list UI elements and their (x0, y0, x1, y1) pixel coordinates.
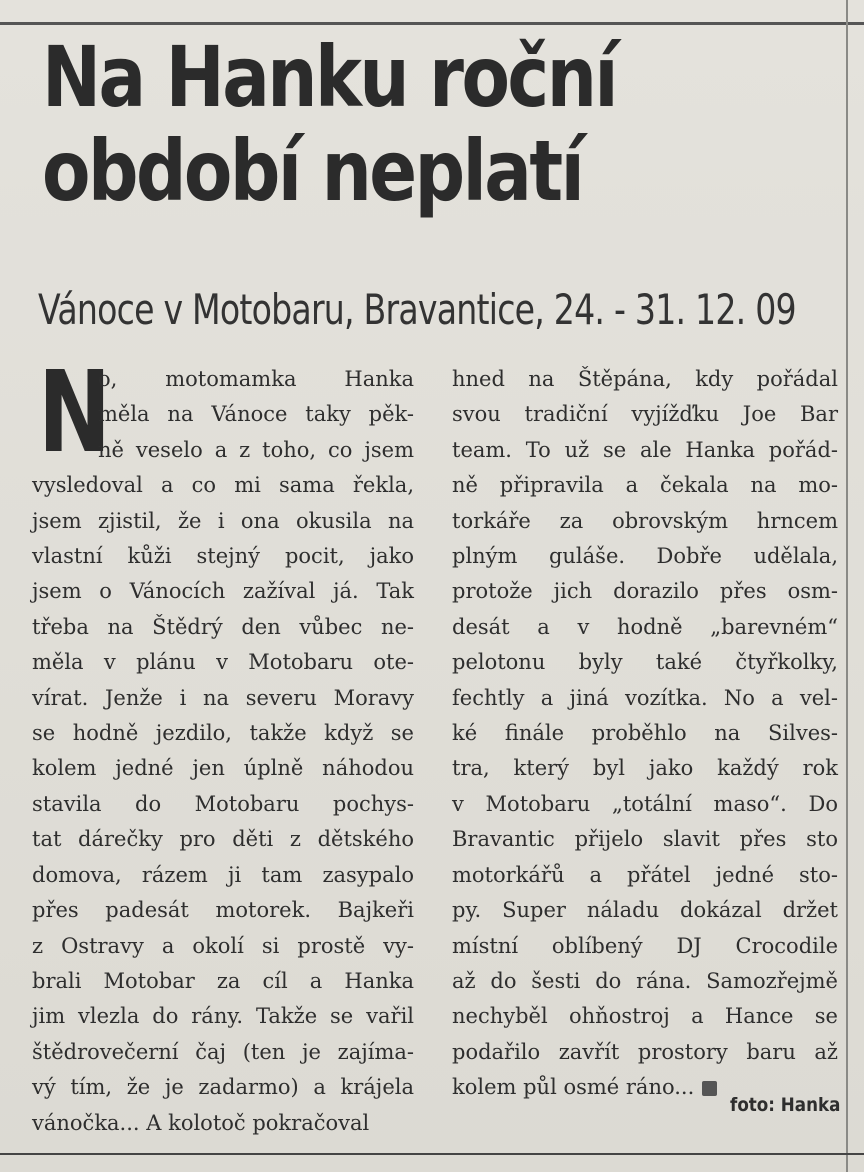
headline (42, 30, 680, 218)
article-line: se hodně jezdilo, takže když se (32, 721, 414, 746)
article-line: až do šesti do rána. Samozřejmě (452, 968, 838, 993)
article-line: vý tím, že je zadarmo) a krájela (32, 1075, 414, 1100)
article-line: torkáře za obrovským hrncem (452, 508, 838, 533)
article-line: jsem o Vánocích zažíval já. Tak (32, 579, 414, 604)
article-line: tat dárečky pro děti z dětského (32, 827, 414, 852)
article-line: motorkářů a přátel jedné sto- (452, 862, 838, 887)
article-line: měla v plánu v Motobaru ote- (32, 650, 414, 675)
article-line: jsem zjistil, že i ona okusila na (32, 508, 414, 533)
article-line: pelotonu byly také čtyřkolky, (452, 650, 838, 675)
article-line: ně připravila a čekala na mo- (452, 473, 838, 498)
article-line: svou tradiční vyjížďku Joe Bar (452, 402, 838, 427)
article-line: v Motobaru „totální maso“. Do (452, 791, 838, 816)
photo-credit: foto: Hanka (729, 1094, 840, 1116)
article-line: štědrovečerní čaj (ten je zajíma- (32, 1039, 414, 1064)
column-divider (846, 0, 848, 1172)
article-line: ké finále proběhlo na Silves- (452, 721, 838, 746)
article-line: stavila do Motobaru pochys- (32, 791, 414, 816)
article-column-right (452, 362, 838, 1106)
article-line: měla na Vánoce taky pěk- (98, 402, 414, 427)
top-rule (0, 22, 864, 25)
article-line: kolem půl osmé ráno... (452, 1070, 838, 1105)
article-line: vlastní kůži stejný pocit, jako (32, 544, 414, 569)
article-line: ně veselo a z toho, co jsem (98, 437, 414, 462)
article-line: přes padesát motorek. Bajkeři (32, 898, 414, 923)
drop-cap: N (38, 348, 112, 478)
article-line: domova, rázem ji tam zasypalo (32, 862, 414, 887)
article-line: brali Motobar za cíl a Hanka (32, 968, 414, 993)
article-line: plným guláše. Dobře udělala, (452, 544, 838, 569)
article-line: kolem jedné jen úplně náhodou (32, 756, 414, 781)
article-line: nechyběl ohňostroj a Hance se (452, 1004, 838, 1029)
article-line: desát a v hodně „barevném“ (452, 614, 838, 639)
article-line: tra, který byl jako každý rok (452, 756, 838, 781)
article-line: z Ostravy a okolí si prostě vy- (32, 933, 414, 958)
article-line: protože jich dorazilo přes osm- (452, 579, 838, 604)
article-line: místní oblíbený DJ Crocodile (452, 933, 838, 958)
article-line: Bravantic přijelo slavit přes sto (452, 827, 838, 852)
subtitle: Vánoce v Motobaru, Bravantice, 24. - 31. 12. 09 (38, 285, 796, 334)
article-line: vysledoval a co mi sama řekla, (32, 473, 414, 498)
article-line: vírat. Jenže i na severu Moravy (32, 685, 414, 710)
article-line: vánočka... A kolotoč pokračoval (32, 1110, 370, 1135)
article-column-left (32, 348, 414, 1141)
article-line: py. Super náladu dokázal držet (452, 898, 838, 923)
bottom-rule (0, 1153, 864, 1155)
article-line: jim vlezla do rány. Takže se vařil (32, 1004, 414, 1029)
article-line: třeba na Štědrý den vůbec ne- (32, 614, 414, 639)
article-line: fechtly a jiná vozítka. No a vel- (452, 685, 838, 710)
headline-line-1: Na Hanku roční (42, 28, 617, 126)
headline-line-2: období neplatí (42, 122, 583, 220)
article-line: podařilo zavřít prostory baru až (452, 1039, 838, 1064)
article-line: hned na Štěpána, kdy pořádal (452, 367, 838, 391)
article-line: o, motomamka Hanka (98, 367, 414, 391)
end-square-icon (702, 1081, 717, 1096)
article-line: team. To už se ale Hanka pořád- (452, 437, 838, 462)
